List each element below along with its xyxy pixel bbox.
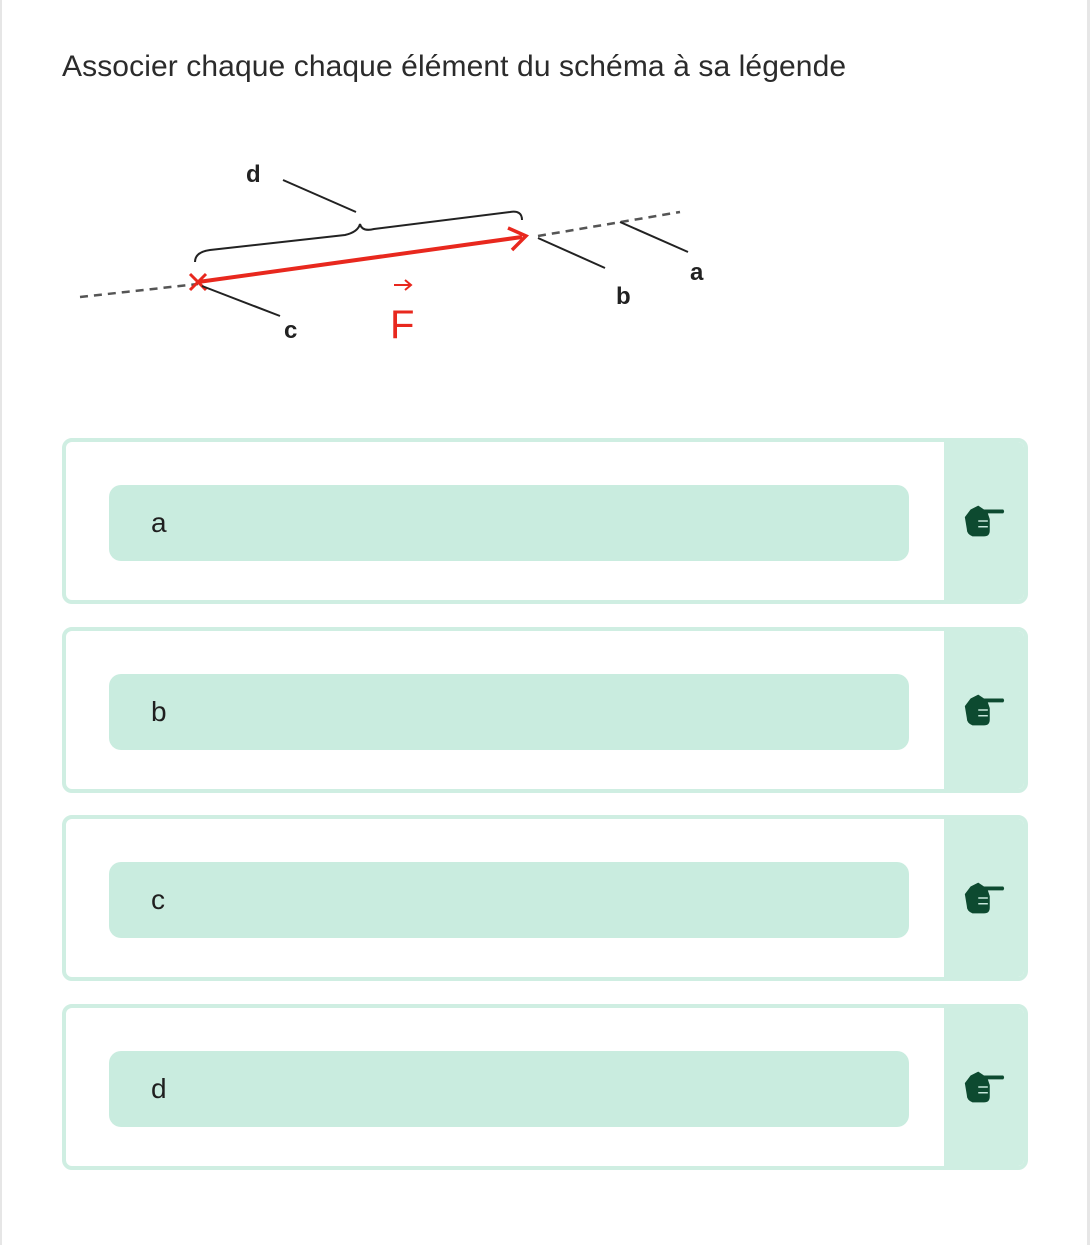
drag-handle-b[interactable] <box>944 631 1024 789</box>
force-vector-line <box>198 237 522 282</box>
length-brace <box>195 212 522 262</box>
legend-label-b: b <box>109 674 909 750</box>
pointing-hand-icon <box>961 1064 1007 1110</box>
legend-label-d: d <box>109 1051 909 1127</box>
drag-handle-d[interactable] <box>944 1008 1024 1166</box>
legend-label-a: a <box>109 485 909 561</box>
force-symbol: F <box>390 303 415 347</box>
legend-card-b[interactable] <box>62 627 1028 793</box>
legend-card-d[interactable] <box>62 1004 1028 1170</box>
line-of-action-left <box>80 284 198 297</box>
legend-label-c: c <box>109 862 909 938</box>
legend-card-a[interactable] <box>62 438 1028 604</box>
left-border <box>0 0 2 1245</box>
pointing-hand-icon <box>961 687 1007 733</box>
drag-handle-a[interactable] <box>944 442 1024 600</box>
pointing-hand-icon <box>961 875 1007 921</box>
drag-handle-c[interactable] <box>944 819 1024 977</box>
leader-b <box>538 238 605 268</box>
pointing-hand-icon <box>961 498 1007 544</box>
leader-c <box>202 286 280 316</box>
diagram-label-c: c <box>284 317 298 344</box>
diagram-label-b: b <box>616 283 631 310</box>
line-of-action-right <box>538 212 680 236</box>
legend-card-c[interactable] <box>62 815 1028 981</box>
force-diagram <box>60 140 760 380</box>
diagram-label-a: a <box>690 259 704 286</box>
diagram-label-d: d <box>246 161 261 188</box>
leader-a <box>620 222 688 252</box>
instruction-text: Associer chaque chaque élément du schéma à sa légende <box>62 50 847 83</box>
leader-d <box>283 180 356 212</box>
